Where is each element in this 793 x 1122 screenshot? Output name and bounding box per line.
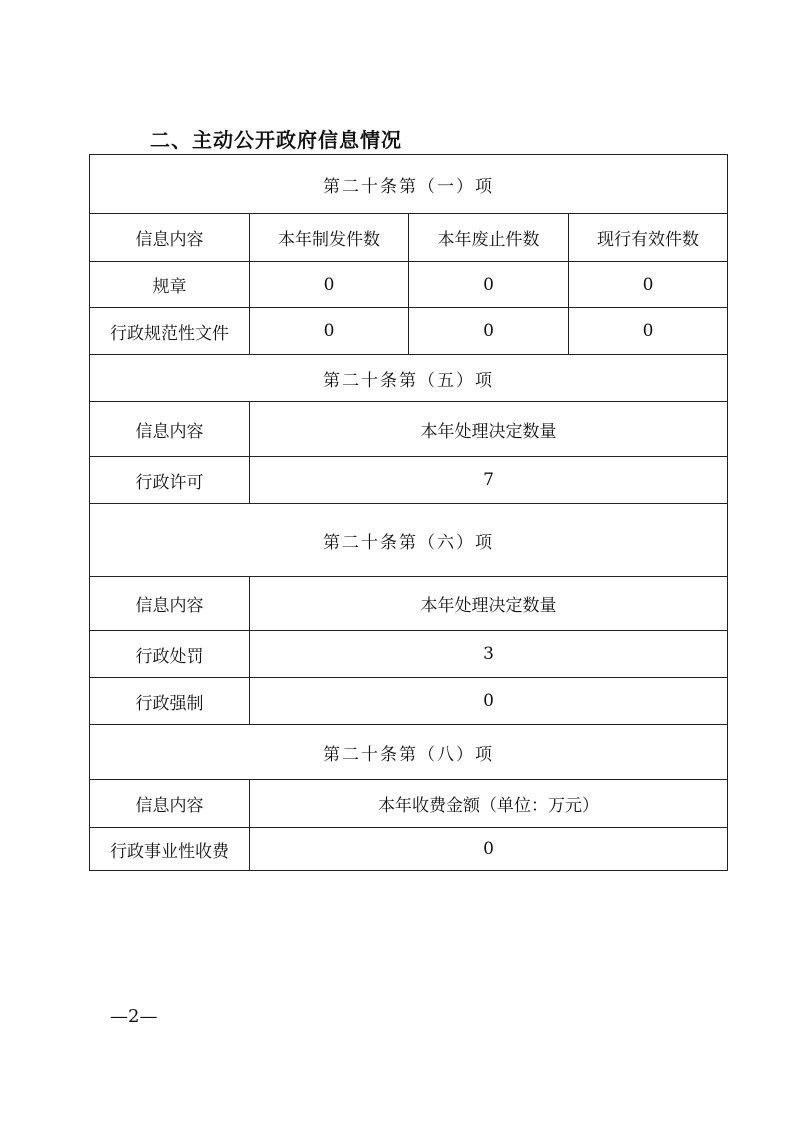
section-title: 第二十条第（一）项 — [90, 155, 728, 214]
header-cell: 本年处理决定数量 — [250, 402, 728, 457]
table-row — [90, 828, 728, 871]
header-cell: 本年处理决定数量 — [250, 577, 728, 631]
header-cell: 信息内容 — [90, 214, 250, 262]
header-cell: 信息内容 — [90, 577, 250, 631]
header-cell: 信息内容 — [90, 780, 250, 828]
row-label: 行政处罚 — [90, 631, 250, 678]
section-title-row — [90, 725, 728, 780]
cell-value: 3 — [250, 631, 728, 678]
table-row — [90, 631, 728, 678]
cell-value: 0 — [250, 828, 728, 871]
table-header-row — [90, 402, 728, 457]
cell-value: 0 — [250, 678, 728, 725]
header-cell: 本年制发件数 — [250, 214, 409, 262]
table-row — [90, 457, 728, 504]
cell-value: 0 — [569, 308, 728, 355]
cell-value: 0 — [250, 262, 409, 308]
table-header-row — [90, 780, 728, 828]
header-cell: 本年收费金额（单位：万元） — [250, 780, 728, 828]
row-label: 行政事业性收费 — [90, 828, 250, 871]
section-title: 第二十条第（五）项 — [90, 355, 728, 402]
table-row — [90, 308, 728, 355]
cell-value: 0 — [409, 308, 569, 355]
table-header-row — [90, 214, 728, 262]
section-title: 第二十条第（八）项 — [90, 725, 728, 780]
cell-value: 0 — [250, 308, 409, 355]
table-row — [90, 262, 728, 308]
cell-value: 0 — [409, 262, 569, 308]
header-cell: 本年废止件数 — [409, 214, 569, 262]
cell-value: 7 — [250, 457, 728, 504]
section-title-row — [90, 355, 728, 402]
row-label: 行政规范性文件 — [90, 308, 250, 355]
section-title-row — [90, 155, 728, 214]
section-heading: 二、主动公开政府信息情况 — [150, 128, 402, 152]
section-title-row — [90, 504, 728, 577]
disclosure-table — [89, 154, 728, 871]
table-row — [90, 678, 728, 725]
row-label: 行政许可 — [90, 457, 250, 504]
header-cell: 信息内容 — [90, 402, 250, 457]
section-title: 第二十条第（六）项 — [90, 504, 728, 577]
page-number: —2— — [110, 1006, 158, 1027]
header-cell: 现行有效件数 — [569, 214, 728, 262]
row-label: 行政强制 — [90, 678, 250, 725]
cell-value: 0 — [569, 262, 728, 308]
row-label: 规章 — [90, 262, 250, 308]
table-header-row — [90, 577, 728, 631]
